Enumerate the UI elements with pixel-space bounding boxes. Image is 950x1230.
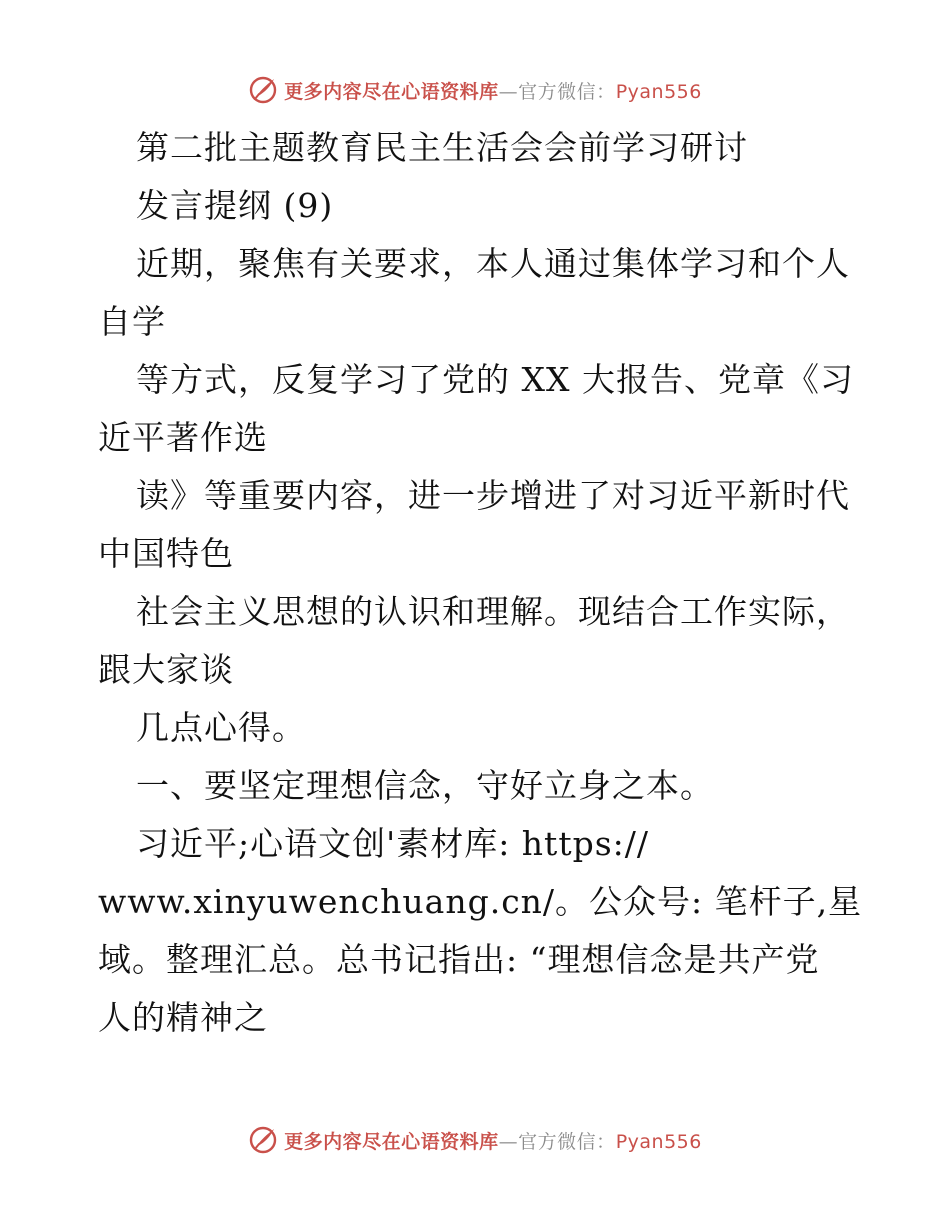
paragraph-line: 等方式，反复学习了党的 XX 大报告、党章《习 (136, 360, 854, 399)
footer-banner-wechat-id: Pyan556 (615, 1130, 702, 1153)
footer-banner-text (284, 1127, 702, 1154)
paragraph-line: 读》等重要内容，进一步增进了对习近平新时代 (136, 476, 850, 515)
quill-circle-logo-icon (248, 75, 278, 105)
paragraph-line: www.xinyuwenchuang.cn/。公众号: 笔杆子,星 (98, 882, 863, 921)
document-title-line-2: 发言提纲 (9) (136, 186, 334, 225)
paragraph-line: 近期，聚焦有关要求，本人通过集体学习和个人 (136, 244, 850, 283)
section-heading: 一、要坚定理想信念，守好立身之本。 (136, 766, 714, 805)
footer-banner (0, 1120, 950, 1160)
header-banner-text (284, 77, 702, 104)
header-banner-wechat-label: 官方微信： (518, 80, 616, 103)
footer-banner-separator: — (498, 1130, 519, 1153)
header-banner-wechat-id: Pyan556 (615, 80, 702, 103)
quill-circle-logo-icon (248, 1125, 278, 1155)
header-banner-separator: — (498, 80, 519, 103)
paragraph-line: 习近平;心语文创'素材库: https:// (136, 824, 649, 863)
paragraph-line: 域。整理汇总。总书记指出: “理想信念是共产党 (98, 940, 820, 979)
header-banner-main: 更多内容尽在心语资料库 (284, 80, 499, 103)
header-banner (0, 70, 950, 110)
paragraph-line: 自学 (98, 302, 166, 341)
paragraph-line: 近平著作选 (98, 418, 268, 457)
paragraph-line: 人的精神之 (98, 998, 268, 1037)
paragraph-line: 几点心得。 (136, 708, 306, 747)
document-title-line-1: 第二批主题教育民主生活会会前学习研讨 (136, 128, 748, 167)
footer-banner-wechat-label: 官方微信： (518, 1130, 616, 1153)
paragraph-line: 跟大家谈 (98, 650, 234, 689)
paragraph-line: 社会主义思想的认识和理解。现结合工作实际， (136, 592, 850, 631)
paragraph-line: 中国特色 (98, 534, 234, 573)
footer-banner-main: 更多内容尽在心语资料库 (284, 1130, 499, 1153)
